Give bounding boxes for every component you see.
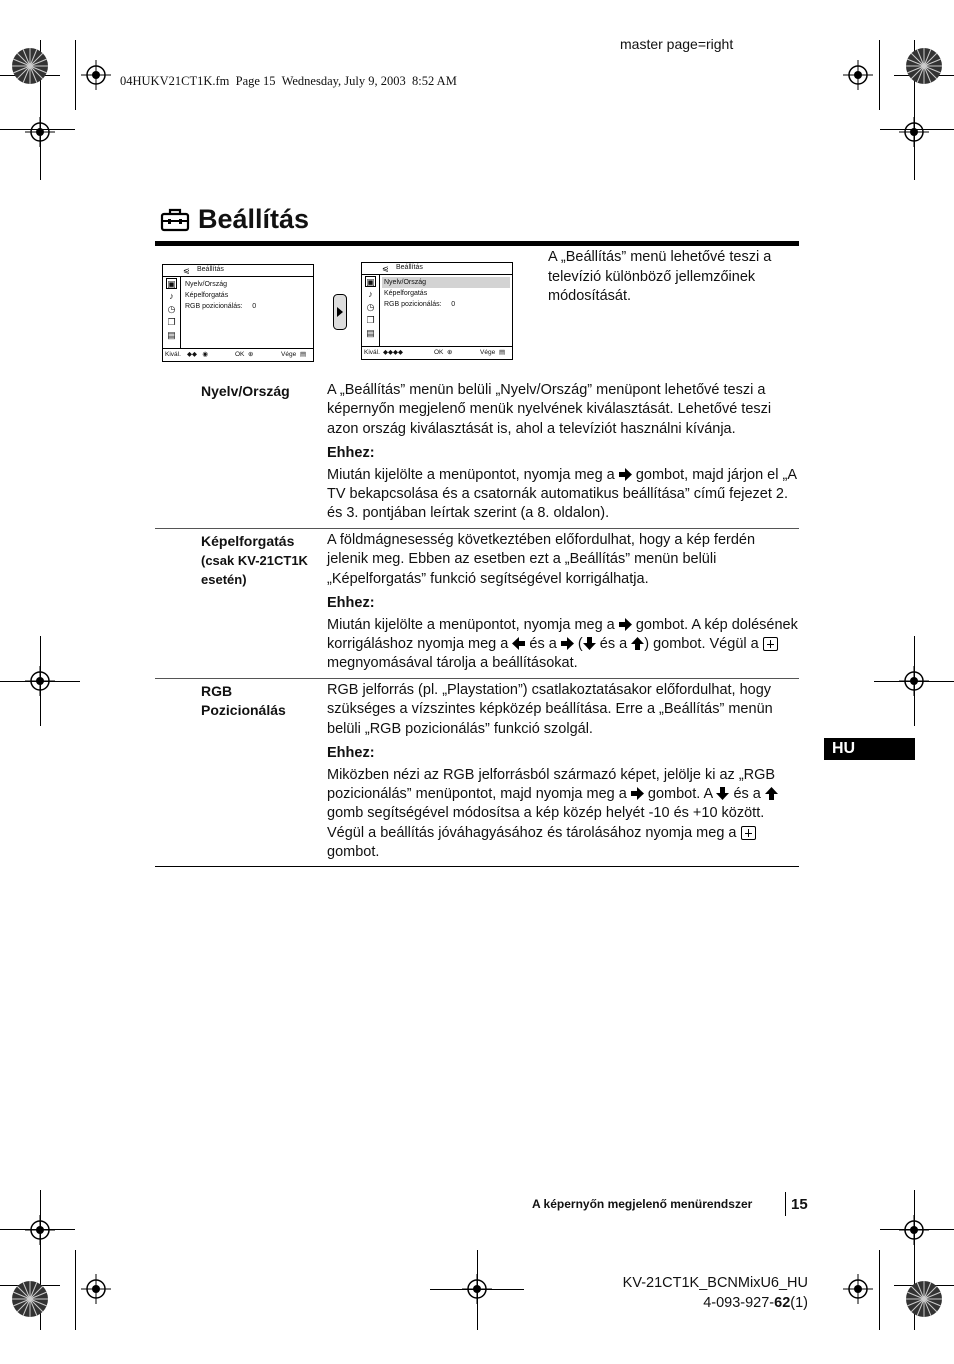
footer-select: Kivál. <box>364 349 380 356</box>
instruction-text: gombot. <box>327 844 380 861</box>
part-number-bold: 62 <box>774 1295 791 1311</box>
screen-item: RGB pozicionálás: 0 <box>185 303 257 310</box>
registration-mark-icon <box>81 1274 111 1304</box>
registration-mark-icon <box>899 1215 929 1245</box>
screen-item: RGB pozicionálás: 0 <box>384 301 456 308</box>
registration-mark-icon <box>843 60 873 90</box>
ehhez-label: Ehhez: <box>327 445 375 462</box>
model-code: KV-21CT1K_BCNMixU6_HU <box>622 1275 808 1291</box>
instruction-text: megnyomásával tárolja a beállításokat. <box>327 655 578 672</box>
picture-icon: ▣ <box>167 279 176 289</box>
menu-icon: ▤ <box>300 351 307 358</box>
row-label <box>201 532 326 589</box>
timer-icon: ◷ <box>366 302 375 312</box>
instruction-text: gomb segítségével módosítsa a kép közép helyét -10 és +10 között. Végül a beállítás jóváhagyásához és tárolásához nyomja meg a <box>327 805 765 841</box>
registration-mark-icon <box>462 1274 492 1304</box>
picture-icon: ▣ <box>366 277 375 287</box>
instruction-text: és a <box>529 636 557 653</box>
row-instruction <box>327 766 799 863</box>
instruction-text: gombot. Végül a <box>653 636 759 653</box>
file-info-line: 04HUKV21CT1K.fm Page 15 Wednesday, July 9, 2003 8:52 AM <box>120 74 457 88</box>
registration-mark-icon <box>25 117 55 147</box>
menu-screen-right <box>361 262 513 360</box>
screen-sidebar <box>362 274 380 346</box>
footer-section-title: A képernyőn megjelenő menürendszer <box>532 1197 753 1211</box>
ok-button-icon <box>763 637 778 651</box>
part-number-prefix: 4-093-927- <box>703 1295 775 1311</box>
arrows-icon: ◆◆◆◆ <box>383 349 403 356</box>
table-row <box>155 680 799 865</box>
table-row <box>155 380 799 527</box>
right-arrow-icon <box>619 618 632 631</box>
row-description <box>327 681 799 868</box>
language-tab: HU <box>824 738 915 760</box>
screen-item-selected: Nyelv/Ország <box>382 277 510 288</box>
row-label-main: Pozicionálás <box>201 702 286 718</box>
row-intro-text: RGB jelforrás (pl. „Playstation”) csatlakoztatásakor előfordulhat, hogy szükséges a vízszintes képközép beállítása. Erre a „Beállítás” menün belüli „RGB pozicionálás” funkció szolgál. <box>327 682 773 737</box>
channels-icon: ❐ <box>366 315 375 325</box>
instruction-text: Miközben nézi az RGB jelforrásból származó képet, jelölje ki az „RGB pozicionálás” menüpontot, majd nyomja meg a <box>327 766 776 803</box>
screen-item: Képelforgatás <box>185 292 229 299</box>
row-label-main: Képelforgatás <box>201 533 295 549</box>
page-number: 15 <box>791 1196 808 1213</box>
up-arrow-icon <box>631 637 644 650</box>
part-number <box>614 1295 808 1311</box>
screen-header <box>163 265 313 277</box>
setup-icon: ▤ <box>366 328 375 338</box>
registration-mark-icon <box>843 1274 873 1304</box>
registration-mark-icon <box>25 666 55 696</box>
right-arrow-icon <box>561 637 574 650</box>
row-instruction <box>327 616 799 674</box>
instruction-text: gombot. A kép dolésének korrigáláshoz nyomja meg a <box>327 616 798 653</box>
registration-mark-icon <box>81 60 111 90</box>
master-page-label: master page=right <box>620 36 734 52</box>
row-instruction <box>327 466 799 524</box>
registration-mark-icon <box>899 666 929 696</box>
ok-icon: ⊕ <box>447 349 453 356</box>
table-bottom-rule <box>155 866 799 867</box>
color-target-icon <box>10 1279 50 1319</box>
setup-icon: ⩿ <box>382 264 389 273</box>
down-arrow-icon <box>583 637 596 650</box>
row-divider <box>155 678 799 679</box>
sound-icon: ♪ <box>368 289 373 299</box>
row-label-note: (csak KV-21CT1K esetén) <box>201 553 308 587</box>
footer-ok: OK <box>434 349 444 356</box>
row-label: Nyelv/Ország <box>201 383 290 399</box>
row-label-main: RGB <box>201 683 233 699</box>
screen-footer <box>163 348 313 361</box>
registration-mark-icon <box>899 117 929 147</box>
footer-select: Kivál. <box>165 351 181 358</box>
row-description <box>327 381 799 529</box>
sound-icon: ♪ <box>169 291 174 301</box>
screen-header-label: Beállítás <box>396 264 423 271</box>
screen-sidebar <box>163 276 181 348</box>
menu-screen-left <box>162 264 314 362</box>
setup-icon: ⩿ <box>183 266 190 275</box>
row-description <box>327 531 799 679</box>
up-arrow-icon <box>765 787 778 800</box>
screen-item: Képelforgatás <box>384 290 428 297</box>
instruction-text: ( <box>577 636 583 653</box>
ok-icon: ⊕ <box>248 351 254 358</box>
part-number-suffix: (1) <box>790 1295 808 1311</box>
ok-button-icon <box>741 826 756 840</box>
down-arrow-icon <box>716 787 729 800</box>
arrows-icon: ◆◆ ◉ <box>187 351 209 358</box>
footer-end: Vége <box>480 349 496 356</box>
instruction-text: Miután kijelölte a menüpontot, nyomja meg a <box>327 466 615 483</box>
screen-items <box>183 279 311 312</box>
intro-paragraph: A „Beállítás” menü lehetővé teszi a televízió különböző jellemzőinek módosítását. <box>548 249 772 304</box>
channels-icon: ❐ <box>167 317 176 327</box>
table-row <box>155 530 799 677</box>
registration-mark-icon <box>25 1215 55 1245</box>
toolbox-icon <box>160 208 190 232</box>
instruction-text: gombot, majd járjon el „A TV bekapcsolása és a csatornák automatikus beállítása” című fejezet 2. és 3. pontjában leírtak szerint (a 8. oldalon). <box>327 466 797 522</box>
menu-icon: ▤ <box>499 349 506 356</box>
footer-divider <box>785 1192 786 1216</box>
title-text: Beállítás <box>198 204 310 234</box>
setup-icon: ▤ <box>167 330 176 340</box>
color-target-icon <box>904 1279 944 1319</box>
instruction-text: gombot. A <box>647 786 713 803</box>
instruction-text: ) <box>644 636 650 653</box>
footer-end: Vége <box>281 351 297 358</box>
right-arrow-icon <box>619 468 632 481</box>
screen-footer <box>362 346 512 359</box>
instruction-text: és a <box>733 786 761 803</box>
color-target-icon <box>10 46 50 86</box>
screen-header <box>362 263 512 275</box>
ehhez-label: Ehhez: <box>327 745 375 762</box>
row-divider <box>155 528 799 529</box>
left-arrow-icon <box>512 637 525 650</box>
screen-header-label: Beállítás <box>197 266 224 273</box>
screen-items <box>382 277 510 310</box>
timer-icon: ◷ <box>167 304 176 314</box>
ehhez-label: Ehhez: <box>327 595 375 612</box>
right-arrow-button-icon <box>333 294 347 330</box>
page-title <box>160 204 309 235</box>
instruction-text: és a <box>599 636 628 653</box>
footer-ok: OK <box>235 351 245 358</box>
row-intro-text: A „Beállítás” menün belüli „Nyelv/Ország” menüpont lehetővé teszi a képernyőn megjelenő menük nyelvének kiválasztását. Lehetővé teszi azon ország kiválasztását is, ahol a televíziót használni kívánja. <box>327 382 772 437</box>
right-arrow-icon <box>631 787 644 800</box>
title-rule <box>155 241 799 246</box>
row-label <box>201 682 286 720</box>
color-target-icon <box>904 46 944 86</box>
screen-item: Nyelv/Ország <box>185 281 228 288</box>
instruction-text: Miután kijelölte a menüpontot, nyomja meg a <box>327 616 615 633</box>
row-intro-text: A földmágnesesség következtében előfordulhat, hogy a kép ferdén jelenik meg. Ebben az esetben ezt a „Beállítás” menün belüli „Képelforgatás” funkció segítségével korrigálhatja. <box>327 532 756 587</box>
